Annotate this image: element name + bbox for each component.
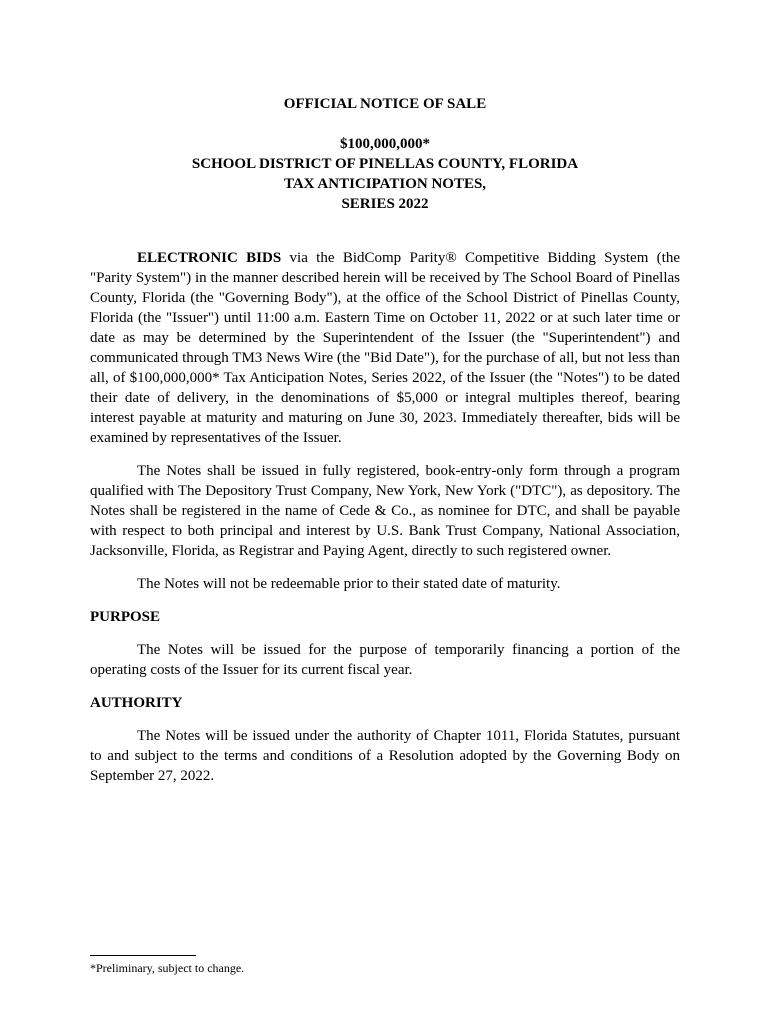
document-title: OFFICIAL NOTICE OF SALE xyxy=(283,96,487,112)
footnote-divider xyxy=(90,955,196,956)
paragraph-redemption: The Notes will not be redeemable prior to their stated date of maturity. xyxy=(137,576,561,592)
series-title: SERIES 2022 xyxy=(341,196,429,212)
issuer-name: SCHOOL DISTRICT OF PINELLAS COUNTY, FLORIDA xyxy=(191,156,579,172)
authority-heading: AUTHORITY xyxy=(90,695,183,711)
document-body xyxy=(90,248,680,799)
purpose-heading: PURPOSE xyxy=(90,609,161,625)
authority-paragraph: The Notes will be issued under the authority of Chapter 1011, Florida Statutes, pursuant to and subject to the terms and conditions of a Resolution adopted by the Governing Body on September 27, 2022. xyxy=(90,728,680,784)
paragraph-electronic-bids xyxy=(90,248,680,448)
purpose-paragraph: The Notes will be issued for the purpose of temporarily financing a portion of the operating costs of the Issuer for its current fiscal year. xyxy=(90,642,680,678)
footnote: *Preliminary, subject to change. xyxy=(90,961,245,975)
electronic-bids-text: via the BidComp Parity® Competitive Bidding System (the "Parity System") in the manner described herein will be received by The School Board of Pinellas County, Florida (the "Governing Body"), at the office of the School District of Pinellas County, Florida (the "Issuer") until 11:00 a.m. Eastern Time on October 11, 2022 or at such later time or date as may be determined by the Superintendent of the Issuer (the "Superintendent") and communicated through TM3 News Wire (the "Bid Date"), for the purchase of all, but not less than all, of $100,000,000* Tax Anticipation Notes, Series 2022, of the Issuer (the "Notes") to be dated their date of delivery, in the denominations of $5,000 or integral multiples thereof, bearing interest payable at maturity and maturing on June 30, 2023. Immediately thereafter, bids will be examined by representatives of the Issuer. xyxy=(90,250,680,446)
title-block xyxy=(90,94,680,214)
paragraph-registration: The Notes shall be issued in fully registered, book-entry-only form through a program qualified with The Depository Trust Company, New York, New York ("DTC"), as depository. The Notes shall be registered in the name of Cede & Co., as nominee for DTC, and shall be payable with respect to both principal and interest by U.S. Bank Trust Company, National Association, Jacksonville, Florida, as Registrar and Paying Agent, directly to such registered owner. xyxy=(90,463,680,559)
notes-title: TAX ANTICIPATION NOTES, xyxy=(283,176,487,192)
offering-amount: $100,000,000* xyxy=(340,136,430,152)
electronic-bids-lead: ELECTRONIC BIDS xyxy=(137,250,282,266)
